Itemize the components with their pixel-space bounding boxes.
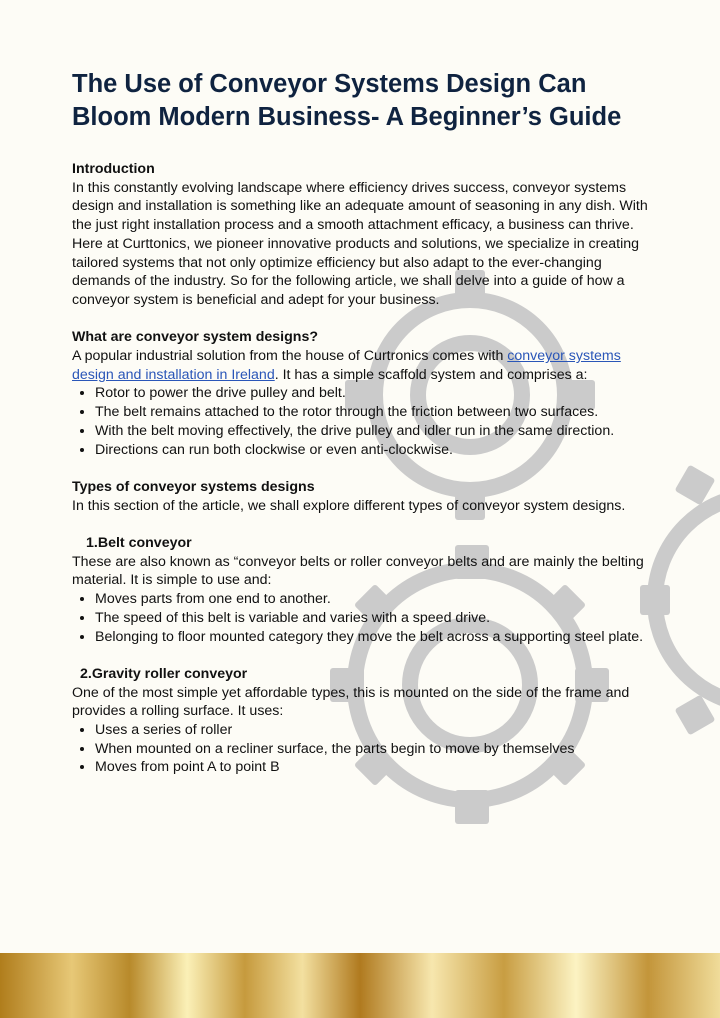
intro-paragraph: In this constantly evolving landscape where efficiency drives success, conveyor systems design and installation is something like an adequate amount of seasoning in any dish. With the just right installation process and a smooth attachment efficacy, a business can thrive. Here at Curttonics, we pioneer innovative products and solutions, we specialize in creating tailored systems that not only optimize efficiency but also adapt to the ever-changing demands of the industry. So for the following article, we shall delve into a guide of how a conveyor system is beneficial and adept for your business. bbox=[72, 179, 648, 308]
gravity-bullet-list bbox=[72, 721, 652, 777]
belt-number: 1. bbox=[86, 535, 98, 552]
types-paragraph: In this section of the article, we shall explore different types of conveyor system designs. bbox=[72, 497, 626, 514]
what-paragraph bbox=[72, 347, 652, 384]
belt-bullet-list bbox=[72, 590, 652, 646]
list-item: • With the belt moving effectively, the drive pulley and idler run in the same direction. bbox=[95, 422, 652, 441]
gravity-heading: 2.Gravity roller conveyor bbox=[80, 665, 248, 682]
belt-paragraph: These are also known as “conveyor belts or roller conveyor belts and are mainly the belting material. It is simple to use and: bbox=[72, 553, 644, 589]
list-item: • Uses a series of roller bbox=[95, 721, 652, 740]
belt-heading bbox=[72, 534, 652, 553]
article-body bbox=[72, 160, 652, 777]
what-text-before: A popular industrial solution from the house of Curtronics comes with bbox=[72, 348, 508, 365]
list-item: • The belt remains attached to the rotor through the friction between two surfaces. bbox=[95, 403, 652, 422]
list-item: • The speed of this belt is variable and varies with a speed drive. bbox=[95, 609, 652, 628]
what-text-after: . It has a simple scaffold system and comprises a: bbox=[274, 366, 588, 383]
what-bullet-list bbox=[72, 384, 652, 459]
belt-heading-text: Belt conveyor bbox=[97, 535, 192, 552]
list-item: • Moves from point A to point B bbox=[95, 758, 652, 777]
list-item: • Moves parts from one end to another. bbox=[95, 590, 652, 609]
intro-heading: Introduction bbox=[72, 161, 155, 177]
conveyor-design-link[interactable]: conveyor systems design and installation in Ireland bbox=[72, 348, 621, 383]
what-heading: What are conveyor system designs? bbox=[72, 329, 319, 346]
page-title: The Use of Conveyor Systems Design Can Bloom Modern Business- A Beginner’s Guide bbox=[72, 70, 622, 131]
gold-footer-band bbox=[0, 953, 720, 1018]
gravity-paragraph: One of the most simple yet affordable types, this is mounted on the side of the frame and provides a rolling surface. It uses: bbox=[72, 684, 630, 720]
list-item: • Belonging to floor mounted category they move the belt across a supporting steel plate. bbox=[95, 628, 652, 647]
list-item: • Rotor to power the drive pulley and belt. bbox=[95, 384, 652, 403]
list-item: • When mounted on a recliner surface, the parts begin to move by themselves bbox=[95, 740, 652, 759]
types-heading: Types of conveyor systems designs bbox=[72, 478, 315, 495]
list-item: • Directions can run both clockwise or even anti-clockwise. bbox=[95, 441, 652, 460]
